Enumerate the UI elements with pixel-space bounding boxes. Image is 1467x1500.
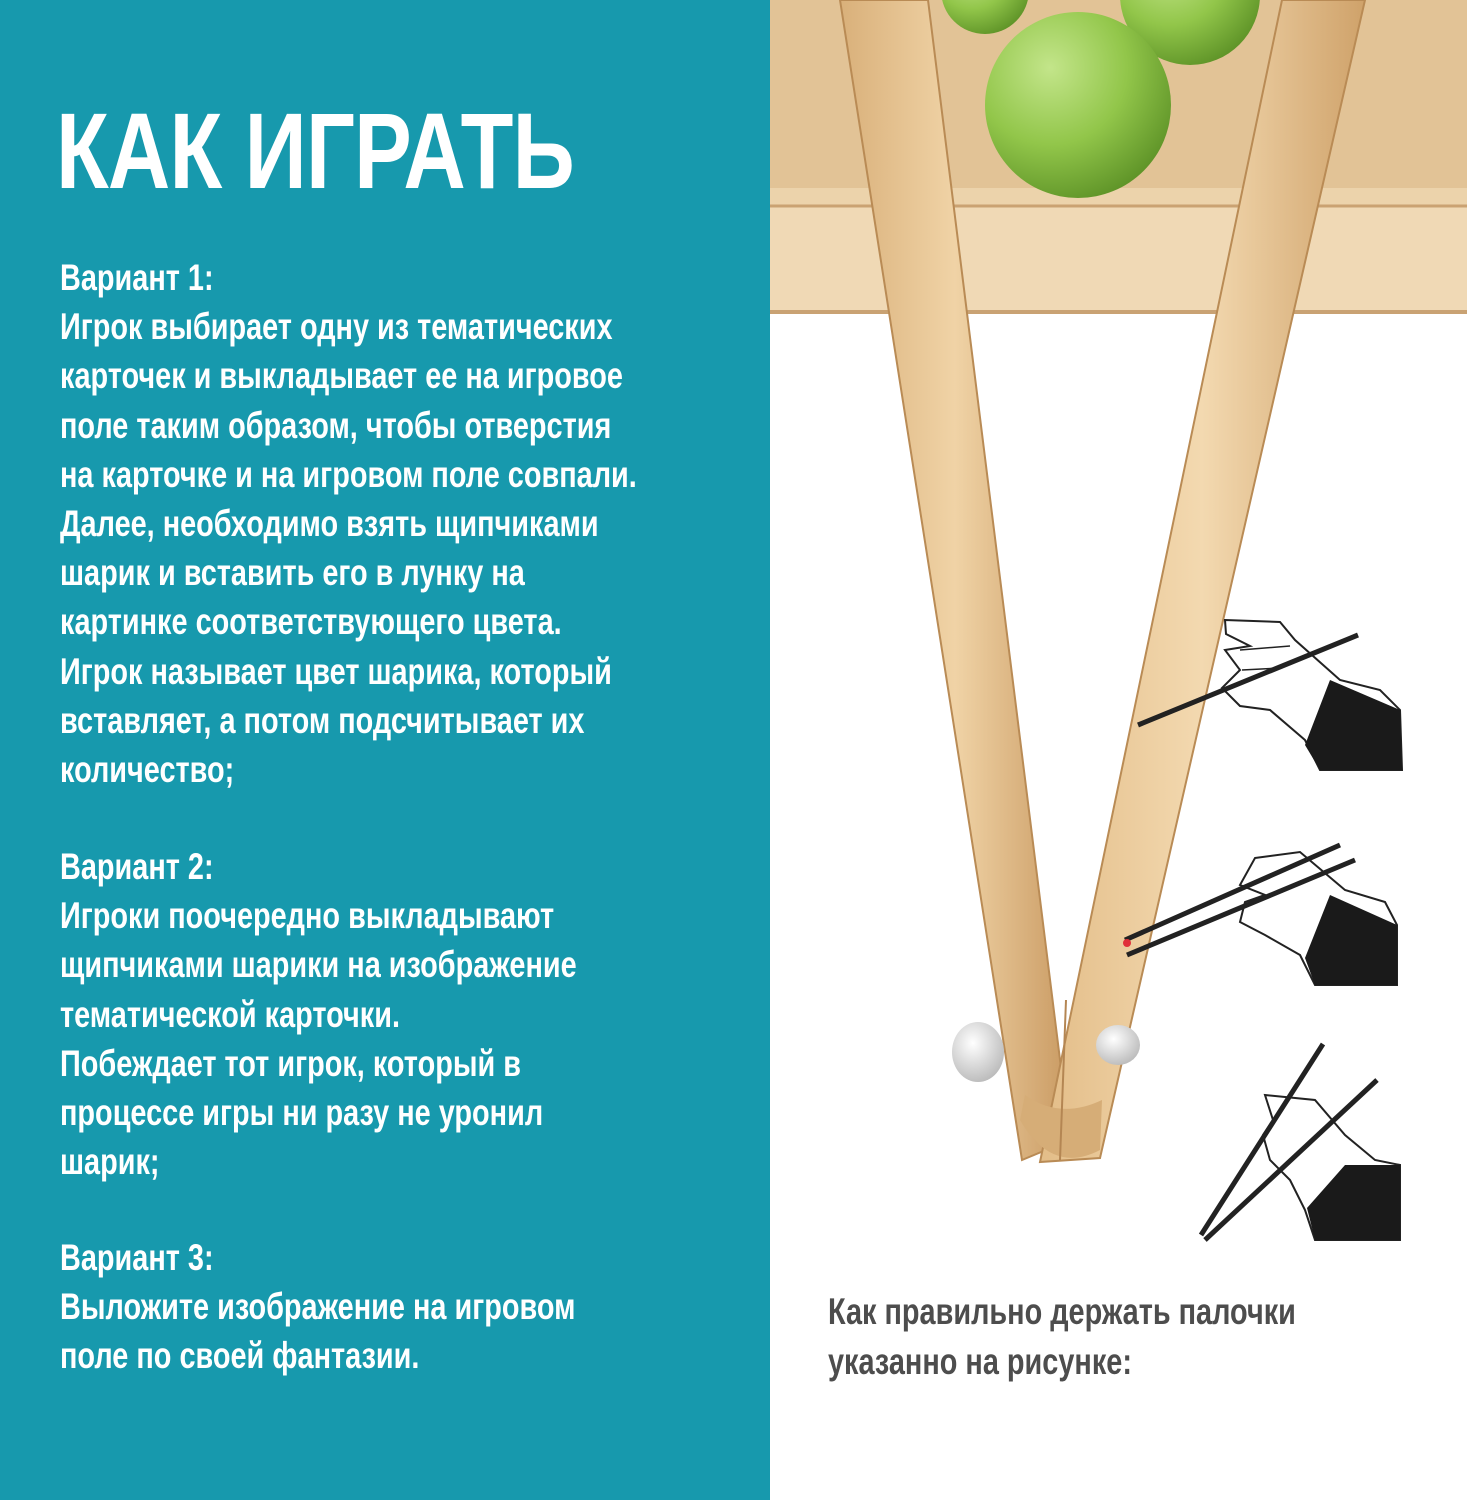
variant-3-heading: Вариант 3: [60,1237,214,1278]
chopstick-hand-icon [1195,1040,1405,1245]
variant-1-block [60,253,746,794]
variant-2-line: процессе игры ни разу не уронил [60,1092,544,1134]
wooden-tongs-photo [770,0,1467,1180]
variant-1-line: поле таким образом, чтобы отверстия [60,404,612,446]
chopstick-hand-icon [1115,840,1405,990]
variant-2-line: щипчиками шарики на изображение [60,944,577,986]
chopstick-hand-icon [1130,610,1410,775]
variant-1-line: картинке соответствующего цвета. [60,601,562,643]
variant-3-block [60,1233,746,1381]
variant-2-line: шарик; [60,1141,160,1183]
variant-2-block [60,842,746,1186]
tong-peg [1096,1025,1140,1065]
variant-2-heading: Вариант 2: [60,846,214,887]
chopsticks-hint [828,1287,1421,1387]
hint-line: указанно на рисунке: [828,1341,1132,1382]
variant-1-line: Игрок выбирает одну из тематических [60,306,613,348]
variant-1-line: карточек и выкладывает ее на игровое [60,355,623,397]
variant-2-line: Побеждает тот игрок, который в [60,1042,521,1084]
variant-1-line: вставляет, а потом подсчитывает их [60,699,585,741]
variant-1-heading: Вариант 1: [60,257,214,298]
variant-1-line: шарик и вставить его в лунку на [60,552,525,594]
variant-1-line: Далее, необходимо взять щипчиками [60,503,599,545]
variant-2-line: Игроки поочередно выкладывают [60,895,555,937]
green-ball [985,12,1171,198]
variant-1-line: количество; [60,749,235,791]
variant-1-line: на карточке и на игровом поле совпали. [60,453,637,495]
variant-1-line: Игрок называет цвет шарика, который [60,650,612,692]
hint-line: Как правильно держать палочки [828,1291,1296,1332]
page-title: КАК ИГРАТЬ [56,90,574,211]
variant-2-line: тематической карточки. [60,993,400,1035]
variant-3-line: Выложите изображение на игровом [60,1286,576,1328]
variant-3-line: поле по своей фантазии. [60,1335,420,1377]
tong-peg [952,1022,1004,1082]
